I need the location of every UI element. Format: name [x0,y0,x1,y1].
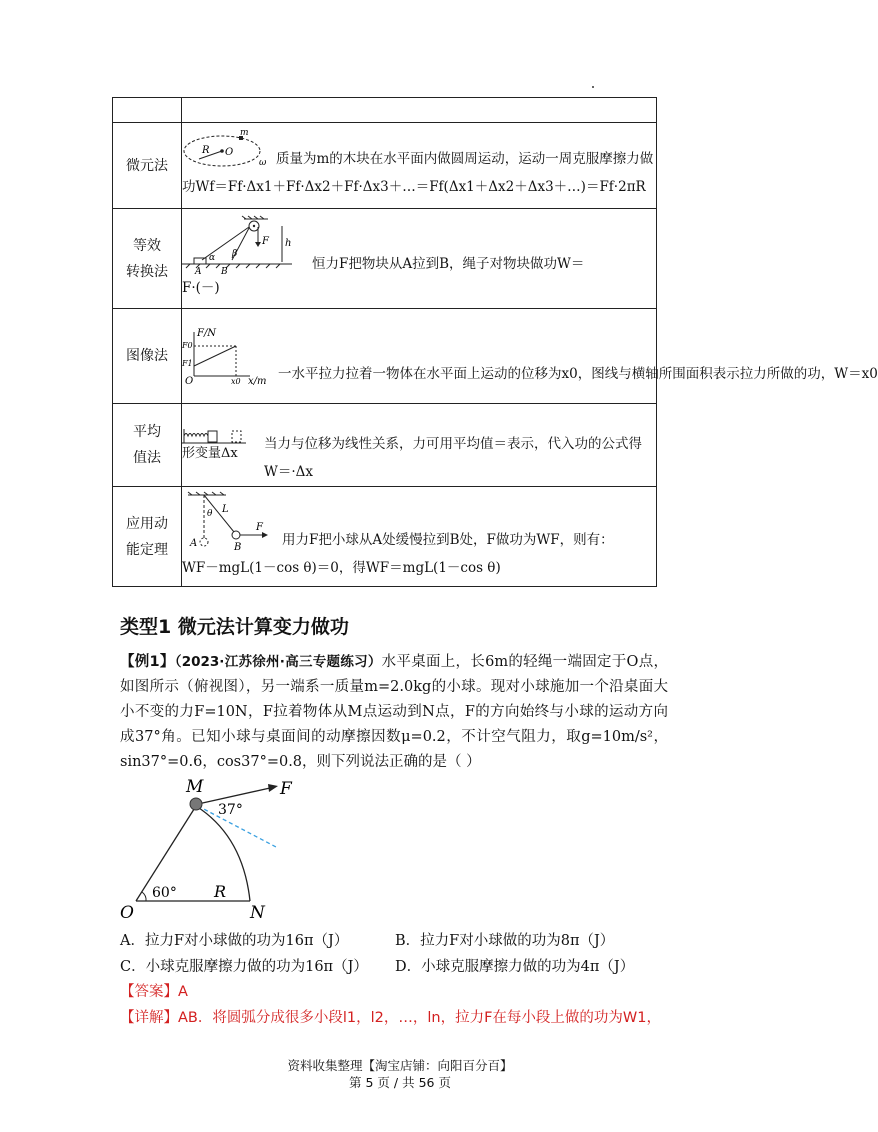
row-description: 一水平拉力拉着一物体在水平面上运动的位移为x0，图线与横轴所围面积表示拉力所做的功，W＝x0 [278,366,878,382]
label-beta: β [232,248,238,259]
label-A: A [190,537,198,549]
table-row [113,209,657,309]
label-theta: θ [207,508,213,519]
table-content [182,209,657,309]
x-axis-label: x/m [248,376,267,387]
row-description: 质量为m的木块在水平面内做圆周运动，运动一周克服摩擦力做功Wf＝Ff·Δx1＋Ff·Δx2＋Ff·Δx3＋…＝Ff(Δx1＋Δx2＋Δx3＋…)＝Ff·2πR [182,150,654,195]
table-label [113,98,182,123]
table-label: 微元法 [113,123,182,209]
table-content [182,123,657,209]
table-row [113,404,657,487]
force-line [194,346,236,366]
label-B: B [221,266,228,277]
label-A: A [195,266,202,277]
label-N: N [250,903,265,923]
label-F: F [280,779,292,799]
label-R: R [214,882,227,901]
option-A: A．拉力F对小球做的功为16π（J） [120,933,349,949]
circular-motion-diagram [182,127,268,169]
ball-M [190,798,202,810]
ball-B [232,531,240,539]
table-content [182,309,878,404]
table-row [113,98,657,123]
label-O: O [185,376,194,387]
label-L: L [222,503,229,515]
label-M: M [186,777,204,797]
detail-line: 【详解】AB．将圆弧分成很多小段l1，l2，…，ln，拉力F在每小段上做的功为W1， [120,1010,661,1026]
table-label-line: 应用动 [126,515,168,532]
force-displacement-graph [182,328,274,387]
corner-mark [592,86,594,88]
pendulum-diagram [182,492,274,554]
page-number: 第 5 页 / 共 56 页 [349,1075,451,1090]
row-description: 当力与位移为线性关系，力可用平均值＝表示，代入功的公式得W＝·Δx [264,436,642,480]
spring-caption: 形变量Δx [182,446,238,461]
label-F1: F1 [182,359,193,368]
table-label-line: 等效 [133,237,161,254]
example-text: 水平桌面上，长6m的轻绳一端固定于O点，如图所示（俯视图），另一端系一质量m=2.0kg的小球。现对小球施加一个沿桌面大小不变的力F=10N，F拉着物体从M点运动到N点，F的方向始终与小球的运动方向成37°角。已知小球与桌面间的动摩擦因数μ=0.2，不计空气阻力，取g=10m/s²，sin37°=0.6，cos37°=0.8，则下列说法正确的是（ ） [120,654,668,770]
example-source: （2023·江苏徐州·高三专题练习） [174,654,382,670]
label-F: F [256,521,263,533]
table-label-line: 转换法 [126,263,168,280]
label-h: h [285,237,292,249]
table-row [113,487,657,587]
arc-figure [118,776,318,921]
label-O: O [225,146,234,158]
answer-options [120,928,680,980]
section-title: 类型1 微元法计算变力做功 [120,616,349,638]
row-description: 用力F把小球从A处缓慢拉到B处，F做功为WF，则有： [282,531,614,548]
table-label-line: 能定理 [126,541,168,558]
row-description-cont: F·(－) [182,279,220,296]
methods-table [112,97,878,587]
label-F: F [262,235,269,247]
y-axis-label: F/N [197,328,217,339]
row-description: 恒力F把物块从A拉到B，绳子对物块做功W＝ [312,255,585,272]
table-label [113,404,182,487]
table-label-line: 平均 [133,424,161,440]
label-x0: x0 [231,377,241,386]
table-row [113,123,657,209]
block-compressed [208,431,217,442]
answer-line: 【答案】A [120,984,188,1000]
option-D: D．小球克服摩擦力做的功为4π（J） [395,959,635,975]
label-F0: F0 [182,341,193,350]
example-tag: 【例1】 [120,654,175,670]
example-question [120,650,668,775]
label-R: R [202,144,210,156]
ball-A [200,538,208,546]
table-label: 图像法 [113,309,182,404]
table-label [113,209,182,309]
label-omega: ω [259,157,267,168]
label-B: B [234,541,242,553]
footer-source: 资料收集整理【淘宝店铺：向阳百分百】 [287,1058,513,1073]
table-row [113,309,657,404]
spring [184,434,208,437]
table-content [182,404,657,487]
label-m: m [240,127,249,138]
pulley-diagram [182,216,292,277]
table-content [182,98,657,123]
label-angle60: 60° [152,885,177,901]
option-B: B．拉力F对小球做的功为8π（J） [395,933,615,949]
label-alpha: α [209,252,216,263]
center-point [220,149,224,153]
spring-diagram [182,427,248,445]
label-angle37: 37° [218,802,243,818]
table-label-line: 值法 [133,450,161,466]
table-content [182,487,657,587]
block-original [232,431,241,442]
row-description-cont: WF－mgL(1－cos θ)＝0，得WF＝mgL(1－cos θ) [182,559,501,576]
label-O: O [120,903,134,923]
option-C: C．小球克服摩擦力做的功为16π（J） [120,959,368,975]
table-label [113,487,182,587]
angle-arc [142,892,146,901]
